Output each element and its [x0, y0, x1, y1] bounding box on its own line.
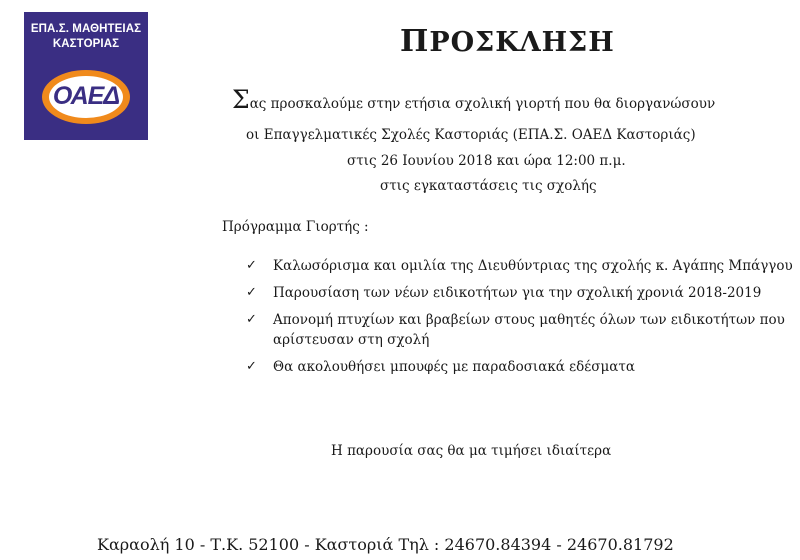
program-item-text: Καλωσόρισμα και ομιλία της Διευθύντριας της σχολής κ. Αγάπης Μπάγγου	[273, 258, 793, 274]
invitation-line-1	[232, 85, 716, 114]
program-item-text: Θα ακολουθήσει μπουφές με παραδοσιακά εδέσματα	[273, 359, 635, 375]
invitation-line-1-text: ας προσκαλούμε στην ετήσια σχολική γιορτή που θα διοργανώσουν	[249, 96, 716, 112]
closing-line: Η παρουσία σας θα μα τιμήσει ιδιαίτερα	[331, 443, 612, 459]
program-item-text: Απονομή πτυχίων και βραβείων στους μαθητές όλων των ειδικοτήτων που αρίστευσαν στη σχολή	[273, 312, 785, 348]
logo-city-name: ΚΑΣΤΟΡΙΑΣ	[52, 38, 120, 50]
program-heading: Πρόγραμμα Γιορτής :	[222, 219, 369, 235]
invitation-venue-line: στις εγκαταστάσεις τις σχολής	[380, 178, 597, 194]
program-item-presentation	[246, 283, 798, 303]
program-item-awards	[246, 310, 798, 350]
invitation-line-2: οι Επαγγελματικές Σχολές Καστοριάς (ΕΠΑ.Σ. ΟΑΕΔ Καστοριάς)	[246, 127, 696, 143]
program-list	[246, 256, 798, 384]
program-item-text: Παρουσίαση των νέων ειδικοτήτων για την σχολική χρονιά 2018-2019	[273, 285, 762, 301]
checkmark-icon: ✓	[246, 285, 257, 300]
program-item-welcome	[246, 256, 798, 276]
title-rest: ΡΟΣΚΛΗΣΗ	[429, 27, 615, 58]
invitation-drop-letter: Σ	[232, 85, 250, 114]
page-title	[400, 24, 615, 59]
checkmark-icon: ✓	[246, 359, 257, 374]
checkmark-icon: ✓	[246, 312, 257, 327]
checkmark-icon: ✓	[246, 258, 257, 273]
program-item-buffet	[246, 357, 798, 377]
invitation-date-line: στις 26 Ιουνίου 2018 και ώρα 12:00 π.μ.	[347, 153, 626, 169]
title-first-letter: Π	[400, 24, 430, 59]
logo-school-name: ΕΠΑ.Σ. ΜΑΘΗΤΕΙΑΣ	[30, 23, 142, 35]
footer-contact: Καραολή 10 - Τ.Κ. 52100 - Καστοριά Τηλ : 24670.84394 - 24670.81792	[97, 535, 674, 554]
school-logo	[24, 12, 148, 140]
oaed-emblem-text: ΟΑΕΔ	[52, 82, 120, 110]
